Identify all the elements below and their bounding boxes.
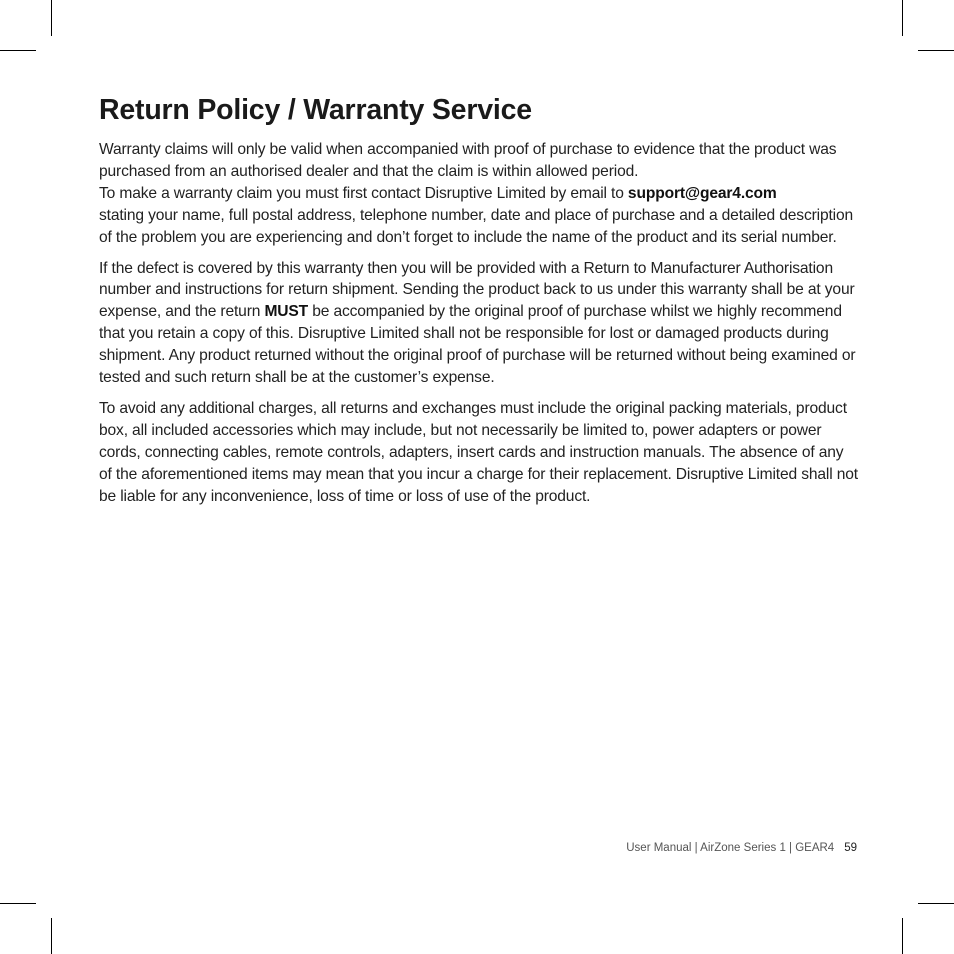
crop-mark-bottom-right-vertical	[902, 918, 903, 954]
crop-mark-top-right-horizontal	[918, 50, 954, 51]
page-number: 59	[844, 842, 857, 854]
support-email-link[interactable]: support@gear4.com	[627, 184, 777, 202]
crop-mark-top-left-horizontal	[0, 50, 36, 51]
paragraph-additional-charges: To avoid any additional charges, all returns and exchanges must include the original packing materials, product box, all included accessories which may include, but not necessarily be limited to, power adapters or power cords, connecting cables, remote controls, adapters, insert cards and instruction manuals. The absence of any of the aforementioned items may mean that you incur a charge for their replacement. Disruptive Limited shall not be liable for any inconvenience, loss of time or loss of use of the product.	[99, 399, 858, 505]
crop-mark-top-right-vertical	[902, 0, 903, 36]
crop-mark-top-left-vertical	[51, 0, 52, 36]
paragraph-warranty-claims	[99, 139, 859, 249]
page-title: Return Policy / Warranty Service	[99, 94, 532, 126]
page-footer	[626, 842, 857, 854]
paragraph-warranty-claims-before-email: To make a warranty claim you must first contact Disruptive Limited by email to	[99, 184, 628, 202]
paragraph-warranty-claims-intro: Warranty claims will only be valid when accompanied with proof of purchase to evidence that the product was purchased from an authorised dealer and that the claim is within allowed period.	[99, 141, 837, 180]
paragraph-return-before: If the defect is covered by this warranty then you will be provided with a Return to Manufacturer Authorisation number and instructions for return shipment. Sending the product back to us under this warranty shall be at your expense, and the return	[99, 259, 855, 321]
crop-mark-bottom-left-horizontal	[0, 903, 36, 904]
footer-text: User Manual | AirZone Series 1 | GEAR4	[626, 842, 835, 854]
crop-mark-bottom-right-horizontal	[918, 903, 954, 904]
paragraph-return-authorisation	[99, 258, 859, 389]
must-emphasis: MUST	[264, 303, 309, 321]
page-content	[99, 92, 859, 517]
paragraph-return-after: be accompanied by the original proof of purchase whilst we highly recommend that you retain a copy of this. Disruptive Limited shall not be responsible for lost or damaged products during shipment. Any product returned without the original proof of purchase will be returned without being examined or tested and such return shall be at the customer’s expense.	[99, 303, 856, 387]
crop-mark-bottom-left-vertical	[51, 918, 52, 954]
paragraph-warranty-claims-after-email: stating your name, full postal address, telephone number, date and place of purchase and a detailed description of the problem you are experiencing and don’t forget to include the name of the product and its serial number.	[99, 206, 854, 246]
